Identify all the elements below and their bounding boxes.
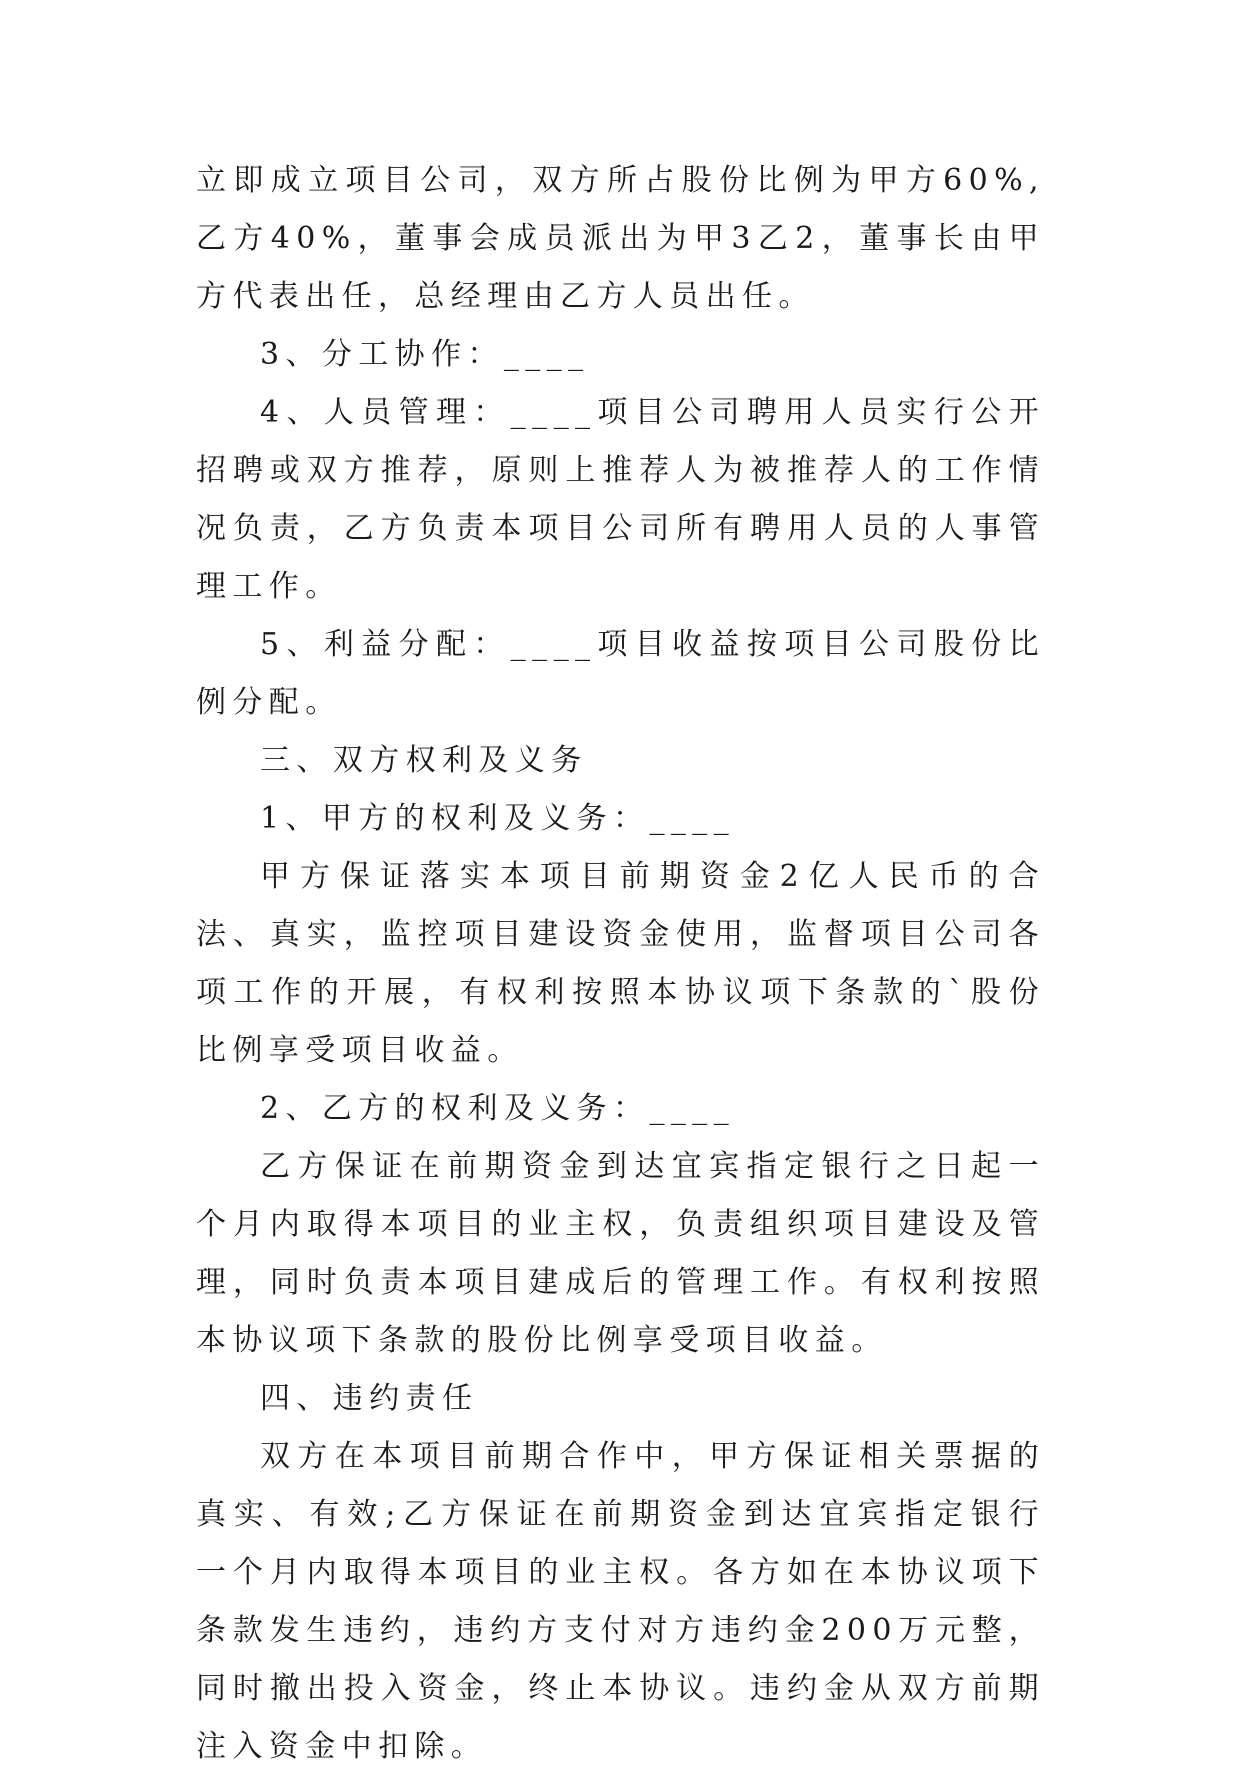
- paragraph-party-b-body: 乙方保证在前期资金到达宜宾指定银行之日起一个月内取得本项目的业主权，负责组织项目建设及管理，同时负责本项目建成后的管理工作。有权利按照本协议项下条款的股份比例享受项目收益。: [196, 1149, 1045, 1358]
- paragraph-personnel-management: 4、人员管理：____项目公司聘用人员实行公开招聘或双方推荐，原则上推荐人为被推荐人的工作情况负责，乙方负责本项目公司所有聘用人员的人事管理工作。: [196, 395, 1045, 604]
- paragraph-party-a-heading: 1、甲方的权利及义务：____: [260, 801, 736, 836]
- paragraph-party-b-heading: 2、乙方的权利及义务：____: [260, 1091, 736, 1126]
- paragraph-company-formation: 立即成立项目公司，双方所占股份比例为甲方60%,乙方40%，董事会成员派出为甲3乙2，董事长由甲方代表出任，总经理由乙方人员出任。: [196, 163, 1045, 314]
- section-heading-breach-liability: 四、违约责任: [260, 1381, 479, 1416]
- paragraph-party-a-body: 甲方保证落实本项目前期资金2亿人民币的合法、真实，监控项目建设资金使用，监督项目公司各项工作的开展，有权利按照本协议项下条款的`股份比例享受项目收益。: [196, 859, 1045, 1068]
- paragraph-division-of-work: 3、分工协作：____: [260, 337, 590, 372]
- section-heading-rights-obligations: 三、双方权利及义务: [260, 743, 588, 778]
- paragraph-breach-body: 双方在本项目前期合作中，甲方保证相关票据的真实、有效;乙方保证在前期资金到达宜宾指定银行一个月内取得本项目的业主权。各方如在本协议项下条款发生违约，违约方支付对方违约金200万元整，同时撤出投入资金，终止本协议。违约金从双方前期注入资金中扣除。: [196, 1439, 1045, 1764]
- paragraph-profit-distribution: 5、利益分配：____项目收益按项目公司股份比例分配。: [196, 627, 1045, 720]
